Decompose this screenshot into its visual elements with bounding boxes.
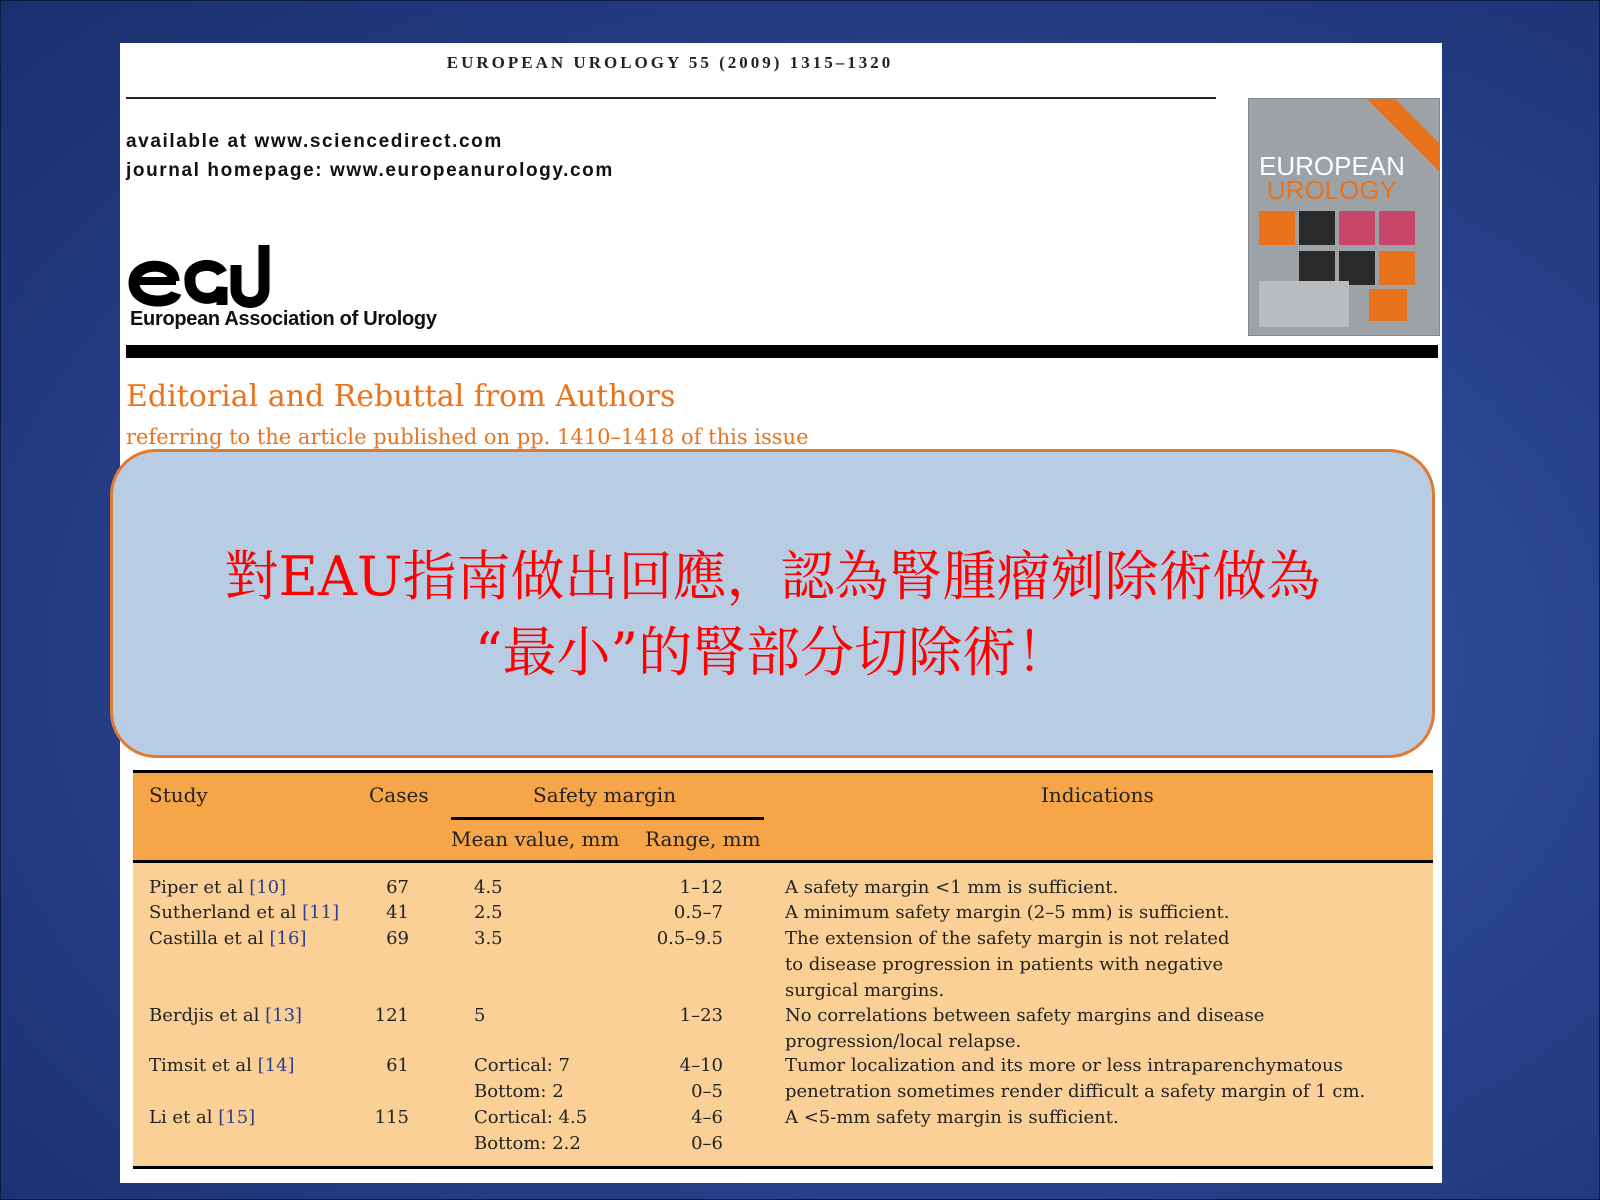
header-rule	[126, 97, 1216, 99]
cover-cell	[1379, 251, 1415, 285]
study-name: Castilla et al	[149, 928, 270, 949]
cell-mean-value: 2.5	[474, 902, 503, 923]
study-name: Timsit et al	[149, 1055, 258, 1076]
cell-mean-value: Bottom: 2	[474, 1081, 564, 1102]
cell-study	[149, 875, 286, 901]
cell-study	[149, 1003, 302, 1029]
cell-range: 0.5–9.5	[656, 928, 723, 949]
cell-mean-value: 3.5	[474, 928, 503, 949]
cell-cases: 41	[386, 902, 409, 923]
cover-cell	[1259, 211, 1295, 245]
cell-range: 1–23	[679, 1005, 723, 1026]
cell-indication: The extension of the safety margin is not related	[785, 928, 1230, 949]
header-range: Range, mm	[645, 827, 761, 851]
cell-range: 1–12	[679, 877, 723, 898]
safety-margin-rule	[451, 817, 764, 820]
cell-cases: 121	[374, 1005, 409, 1026]
citation-link[interactable]: [16]	[269, 928, 307, 949]
header-cases: Cases	[369, 783, 429, 807]
cell-range: 4–6	[691, 1107, 723, 1128]
cell-study	[149, 1105, 255, 1131]
citation-link[interactable]: [14]	[257, 1055, 295, 1076]
cell-mean-value: 5	[474, 1005, 486, 1026]
journal-cover-thumbnail	[1248, 98, 1440, 336]
citation-link[interactable]: [10]	[249, 877, 287, 898]
callout-box	[110, 449, 1435, 758]
cover-footer-text	[1259, 281, 1349, 327]
cover-title	[1259, 151, 1405, 205]
journal-homepage-line: journal homepage: www.europeanurology.com	[126, 160, 614, 181]
study-name: Berdjis et al	[149, 1005, 266, 1026]
cell-mean-value: Bottom: 2.2	[474, 1133, 581, 1154]
section-rule	[126, 345, 1438, 358]
cell-cases: 69	[386, 928, 409, 949]
cell-mean-value: 4.5	[474, 877, 503, 898]
callout-line-1: 對EAU指南做出回應，認為腎腫瘤剜除術做為	[224, 545, 1321, 608]
table-header	[133, 770, 1433, 863]
cell-study	[149, 900, 339, 926]
cell-mean-value: Cortical: 4.5	[474, 1107, 588, 1128]
citation-link[interactable]: [15]	[218, 1107, 256, 1128]
cell-study	[149, 1053, 295, 1079]
cover-subtitle: UROLOGY	[1266, 175, 1397, 205]
cover-cell	[1339, 251, 1375, 285]
cover-cell	[1379, 211, 1415, 245]
header-mean-value: Mean value, mm	[451, 827, 620, 851]
cell-cases: 115	[374, 1107, 409, 1128]
header-study: Study	[149, 783, 208, 807]
cover-title-main: EUROPEAN	[1259, 151, 1405, 181]
cover-badge	[1369, 289, 1407, 321]
cell-range: 0–6	[691, 1133, 723, 1154]
cell-range: 0–5	[691, 1081, 723, 1102]
cell-indication: A safety margin <1 mm is sufficient.	[785, 877, 1119, 898]
cell-cases: 67	[386, 877, 409, 898]
available-at-line: available at www.sciencedirect.com	[126, 131, 503, 152]
header-safety-margin: Safety margin	[533, 783, 677, 807]
cover-cell	[1299, 251, 1335, 285]
eau-logo	[124, 243, 284, 313]
cover-cell	[1299, 211, 1335, 245]
cell-indication: No correlations between safety margins and disease	[785, 1005, 1265, 1026]
callout-line-2: “最小”的腎部分切除術！	[474, 621, 1071, 684]
citation-link[interactable]: [13]	[265, 1005, 303, 1026]
cell-mean-value: Cortical: 7	[474, 1055, 571, 1076]
cell-indication: penetration sometimes render difficult a safety margin of 1 cm.	[785, 1081, 1366, 1102]
study-name: Piper et al	[149, 877, 250, 898]
cell-indication: Tumor localization and its more or less intraparenchymatous	[785, 1055, 1343, 1076]
cell-cases: 61	[386, 1055, 409, 1076]
cell-indication: progression/local relapse.	[785, 1031, 1022, 1052]
section-title: Editorial and Rebuttal from Authors	[126, 379, 676, 414]
table-body	[133, 863, 1433, 1169]
study-name: Sutherland et al	[149, 902, 303, 923]
eau-name: European Association of Urology	[130, 308, 437, 330]
cell-study	[149, 926, 306, 952]
section-reference: referring to the article published on pp. 1410–1418 of this issue	[126, 425, 809, 449]
cell-indication: A <5-mm safety margin is sufficient.	[785, 1107, 1119, 1128]
cell-indication: A minimum safety margin (2–5 mm) is sufficient.	[785, 902, 1230, 923]
citation-link[interactable]: [11]	[302, 902, 340, 923]
running-head: EUROPEAN UROLOGY 55 (2009) 1315–1320	[446, 53, 894, 72]
cell-indication: to disease progression in patients with negative	[785, 954, 1224, 975]
safety-margin-table	[133, 770, 1433, 1169]
header-indications: Indications	[1041, 783, 1154, 807]
cell-range: 4–10	[679, 1055, 723, 1076]
cell-range: 0.5–7	[673, 902, 723, 923]
cell-indication: surgical margins.	[785, 980, 945, 1001]
cover-cell	[1339, 211, 1375, 245]
study-name: Li et al	[149, 1107, 219, 1128]
